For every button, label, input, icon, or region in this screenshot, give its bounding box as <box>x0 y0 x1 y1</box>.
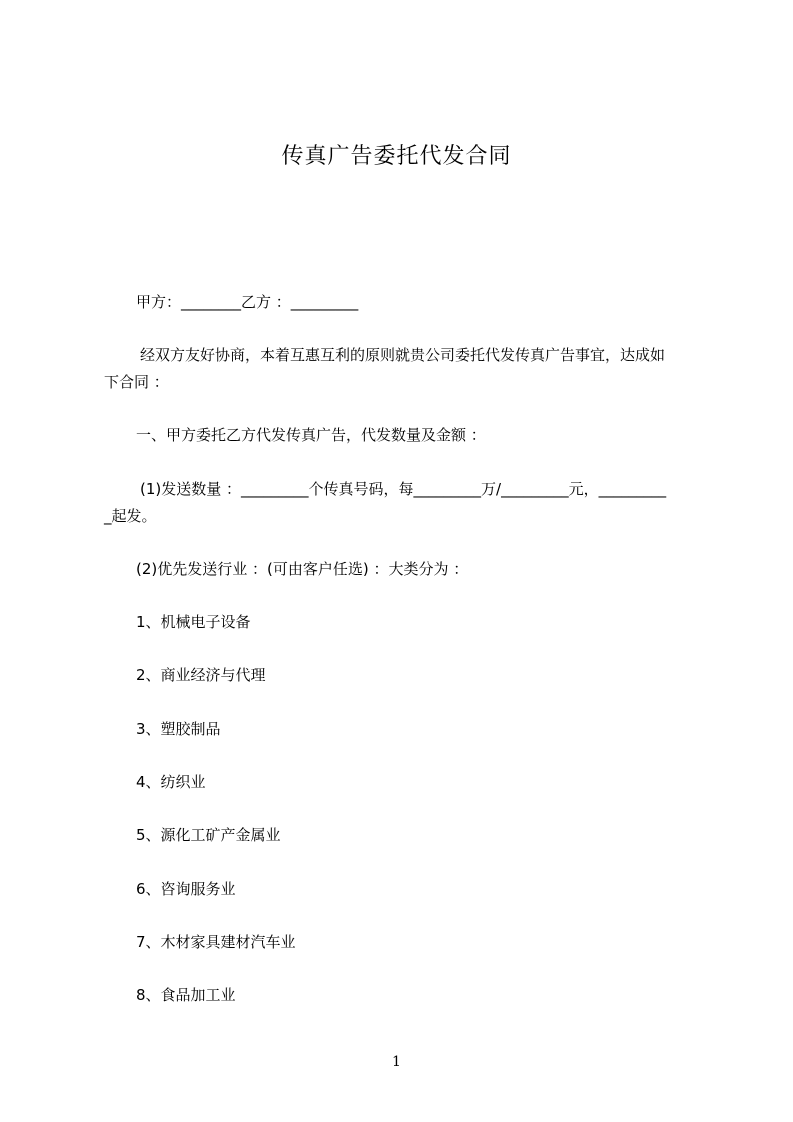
section-1-heading: 一、甲方委托乙方代发传真广告，代发数量及金额 ： <box>136 426 486 444</box>
industry-item: 7、木材家具建材汽车业 <box>136 933 296 951</box>
industry-item: 5、源化工矿产金属业 <box>136 826 281 844</box>
industry-item: 4、纺织业 <box>136 773 206 791</box>
parties-line: 甲方：________乙方 ：_________ <box>136 293 359 311</box>
industry-item: 2、商业经济与代理 <box>136 666 266 684</box>
intro-paragraph-line-1: 经双方友好协商，本着互惠互利的原则就贵公司委托代发传真广告事宜，达成如 <box>140 346 666 364</box>
intro-paragraph-line-2: 下合同 ： <box>104 373 169 391</box>
industry-item: 6、咨询服务业 <box>136 880 236 898</box>
industry-item: 3、塑胶制品 <box>136 720 221 738</box>
item-1-line-2: _起发。 <box>104 507 157 525</box>
page-number: 1 <box>392 1054 401 1070</box>
item-2-line: (2)优先发送行业 ：(可由客户任选) ：大类分为 ： <box>136 560 469 578</box>
item-1-line-1: (1)发送数量 ：_________个传真号码，每_________万/_________元，_________ <box>140 480 667 498</box>
document-title: 传真广告委托代发合同 <box>281 144 512 169</box>
industry-item: 1、机械电子设备 <box>136 613 251 631</box>
industry-item: 8、食品加工业 <box>136 986 236 1004</box>
